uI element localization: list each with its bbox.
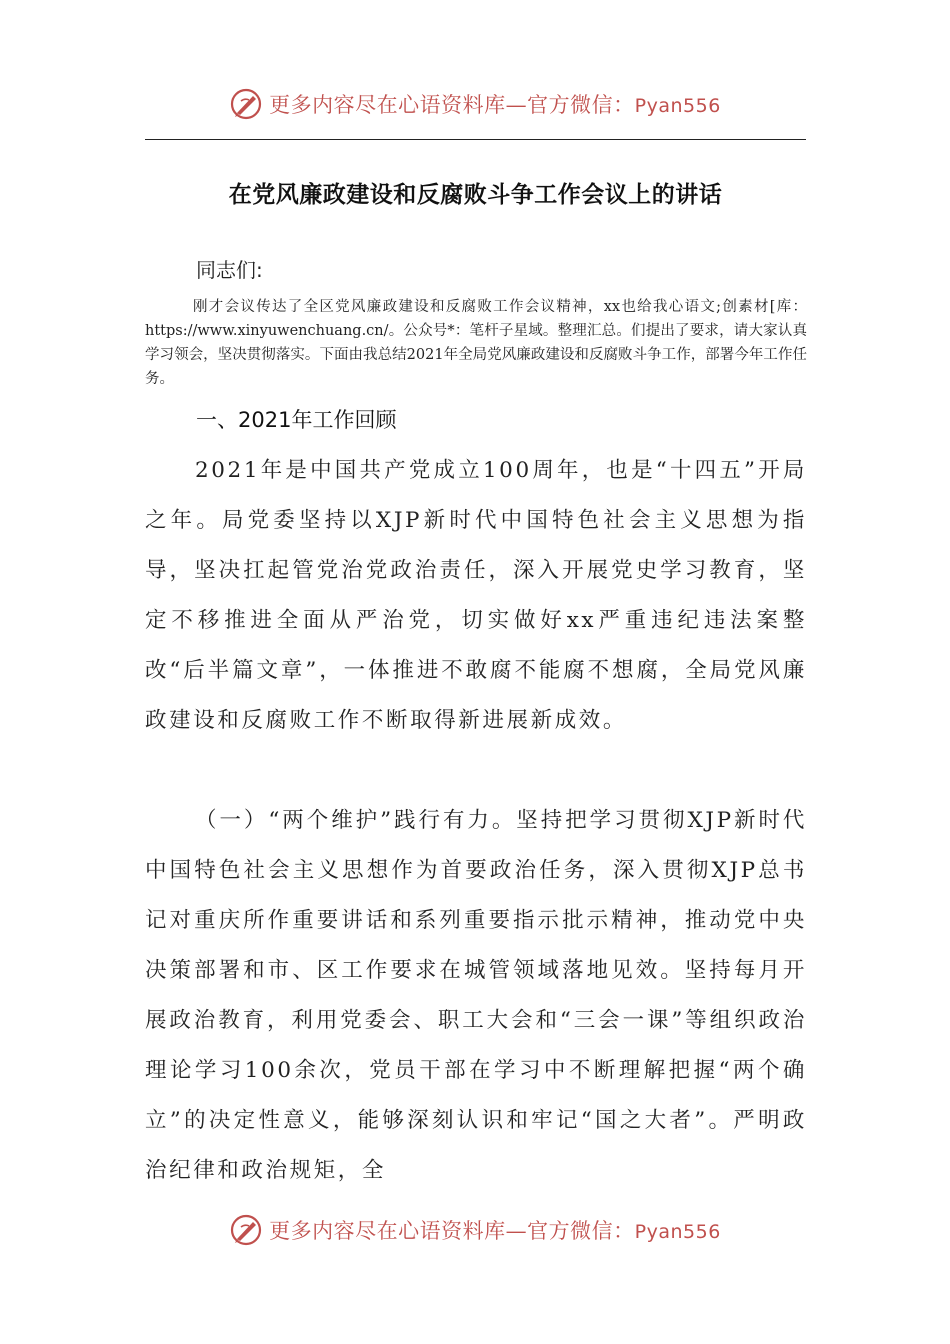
banner-text	[269, 1215, 721, 1245]
banner-wechat-id: Pyan556	[634, 1221, 721, 1243]
body-paragraph-2: （一）“两个维护”践行有力。坚持把学习贯彻XJP新时代中国特色社会主义思想作为首要政治任务，深入贯彻XJP总书记对重庆所作重要讲话和系列重要指示批示精神，推动党中央决策部署和市、区工作要求在城管领域落地见效。坚持每月开展政治教育，利用党委会、职工大会和“三会一课”等组织政治理论学习100余次，党员干部在学习中不断理解把握“两个确立”的决定性意义，能够深刻认识和牢记“国之大者”。严明政治纪律和政治规矩，全	[145, 808, 807, 1183]
pen-logo-icon	[229, 1213, 263, 1247]
banner-label: 更多内容尽在心语资料库—官方微信：	[269, 1219, 635, 1243]
footer-watermark-banner	[0, 1208, 950, 1252]
banner-text	[269, 89, 721, 119]
document-title: 在党风廉政建设和反腐败斗争工作会议上的讲话	[228, 181, 723, 208]
section-heading: 一、2021年工作回顾	[196, 408, 397, 432]
intro-paragraph: 刚才会议传达了全区党风廉政建设和反腐败工作会议精神，xx也给我心语文;创素材[库：https://www.xinyuwenchuang.cn/。公众号*：笔杆子星域。整理汇总。们提出了要求，请大家认真学习领会，坚决贯彻落实。下面由我总结2021年全局党风廉政建设和反腐败斗争工作，部署今年工作任务。	[145, 299, 807, 387]
greeting: 同志们:	[196, 258, 263, 282]
banner-label: 更多内容尽在心语资料库—官方微信：	[269, 93, 635, 117]
pen-logo-icon	[229, 87, 263, 121]
banner-wechat-id: Pyan556	[634, 95, 721, 117]
header-divider	[145, 139, 806, 140]
body-paragraph-1: 2021年是中国共产党成立100周年，也是“十四五”开局之年。局党委坚持以XJP新时代中国特色社会主义思想为指导，坚决扛起管党治党政治责任，深入开展党史学习教育，坚定不移推进全面从严治党，切实做好xx严重违纪违法案整改“后半篇文章”，一体推进不敢腐不能腐不想腐，全局党风廉政建设和反腐败工作不断取得新进展新成效。	[145, 458, 807, 733]
header-watermark-banner	[0, 82, 950, 126]
